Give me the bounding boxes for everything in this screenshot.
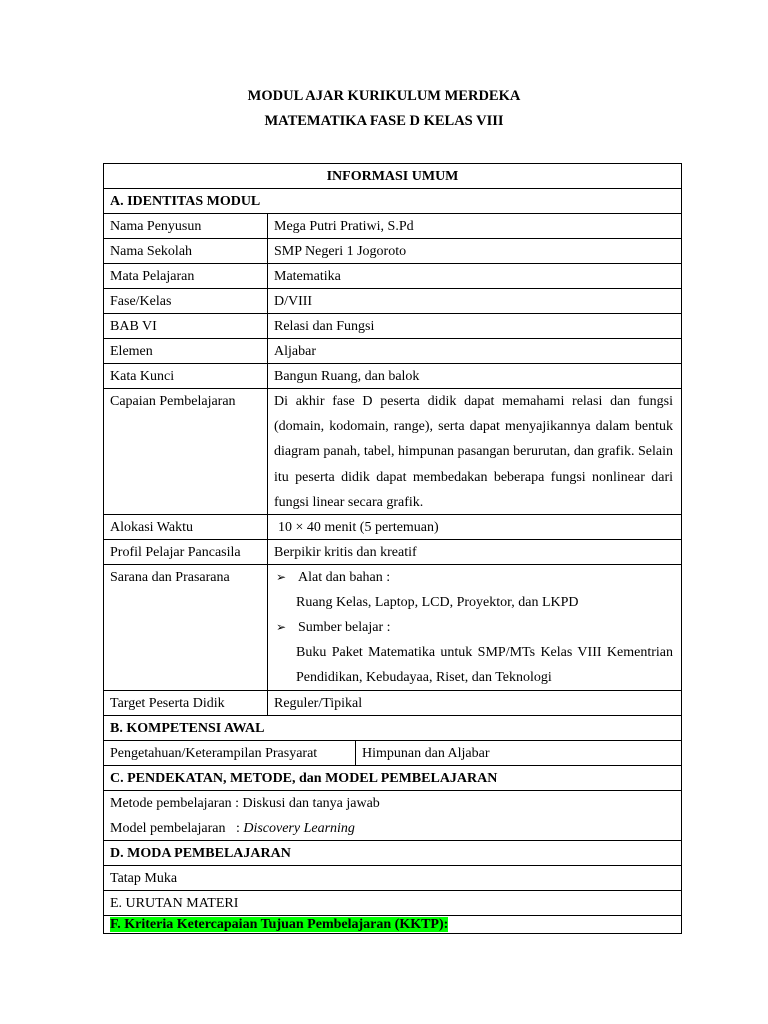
row-label: Target Peserta Didik bbox=[104, 691, 268, 715]
document-title: MODUL AJAR KURIKULUM MERDEKA bbox=[247, 88, 521, 104]
table-row bbox=[104, 239, 681, 264]
row-value: Berpikir kritis dan kreatif bbox=[274, 545, 417, 560]
row-label: Capaian Pembelajaran bbox=[104, 389, 268, 514]
table-row bbox=[104, 264, 681, 289]
section-c-row bbox=[104, 766, 681, 791]
capaian-text: Di akhir fase D peserta didik dapat memahami relasi dan fungsi (domain, kodomain, range), serta dapat menyajikannya dalam bentuk diagram panah, tabel, himpunan pasangan berurutan, dan grafik. Selain itu peserta didik dapat membedakan beberapa fungsi nonlinear dari fungsi linear secara grafik. bbox=[274, 394, 673, 510]
list-item-detail: Buku Paket Matematika untuk SMP/MTs Kelas VIII Kementrian Pendidikan, Kebudayaa, Riset, dan Teknologi bbox=[296, 645, 673, 685]
list-item-title: Alat dan bahan : bbox=[298, 570, 391, 585]
table-header-row bbox=[104, 164, 681, 189]
row-label: Kata Kunci bbox=[104, 364, 268, 388]
arrow-bullet-icon: ➢ bbox=[276, 620, 287, 634]
sarana-list bbox=[268, 565, 681, 690]
table-row bbox=[104, 364, 681, 389]
kktp-cell bbox=[104, 916, 681, 935]
table-row bbox=[104, 515, 681, 540]
section-heading-urutan: E. URUTAN MATERI bbox=[110, 896, 239, 911]
info-table bbox=[103, 163, 682, 934]
row-value: Relasi dan Fungsi bbox=[274, 319, 375, 334]
row-label: Profil Pelajar Pancasila bbox=[104, 540, 268, 564]
section-b-row bbox=[104, 716, 681, 741]
row-label: Alokasi Waktu bbox=[104, 515, 268, 539]
list-item-title: Sumber belajar : bbox=[298, 620, 391, 635]
table-row bbox=[104, 540, 681, 565]
section-heading-moda: D. MODA PEMBELAJARAN bbox=[110, 846, 291, 861]
row-value: Matematika bbox=[274, 269, 341, 284]
row-label: Elemen bbox=[104, 339, 268, 363]
row-label: Nama Penyusun bbox=[104, 214, 268, 238]
section-heading-pendekatan: C. PENDEKATAN, METODE, dan MODEL PEMBELAJARAN bbox=[110, 771, 498, 786]
row-value: Himpunan dan Aljabar bbox=[362, 746, 490, 761]
section-heading-identitas: A. IDENTITAS MODUL bbox=[110, 194, 261, 209]
section-e-row bbox=[104, 891, 681, 916]
moda-value: Tatap Muka bbox=[110, 871, 178, 886]
sarana-row bbox=[104, 565, 681, 691]
section-heading-kompetensi: B. KOMPETENSI AWAL bbox=[110, 721, 265, 736]
row-value: 10 × 40 menit (5 pertemuan) bbox=[278, 520, 439, 535]
row-value: Mega Putri Pratiwi, S.Pd bbox=[274, 219, 414, 234]
table-row bbox=[104, 214, 681, 239]
row-label: Mata Pelajaran bbox=[104, 264, 268, 288]
table-row bbox=[104, 866, 681, 891]
section-a-row bbox=[104, 189, 681, 214]
pendekatan-row bbox=[104, 791, 681, 841]
row-value: Reguler/Tipikal bbox=[274, 696, 363, 711]
model-value: Discovery Learning bbox=[243, 821, 355, 836]
row-value: SMP Negeri 1 Jogoroto bbox=[274, 244, 407, 259]
table-row bbox=[104, 314, 681, 339]
table-row bbox=[104, 339, 681, 364]
section-header: INFORMASI UMUM bbox=[326, 169, 459, 184]
table-row bbox=[104, 289, 681, 314]
list-item bbox=[274, 615, 675, 640]
row-label: Pengetahuan/Keterampilan Prasyarat bbox=[104, 741, 356, 765]
row-value: Aljabar bbox=[274, 344, 316, 359]
list-item bbox=[274, 565, 675, 590]
row-label: Nama Sekolah bbox=[104, 239, 268, 263]
metode-text: Metode pembelajaran : Diskusi dan tanya jawab bbox=[110, 796, 380, 811]
row-value: D/VIII bbox=[274, 294, 313, 309]
row-label: BAB VI bbox=[104, 314, 268, 338]
list-item-detail: Ruang Kelas, Laptop, LCD, Proyektor, dan LKPD bbox=[296, 595, 579, 610]
arrow-bullet-icon: ➢ bbox=[276, 570, 287, 584]
row-label: Fase/Kelas bbox=[104, 289, 268, 313]
section-heading-kktp: F. Kriteria Ketercapaian Tujuan Pembelajaran (KKTP): bbox=[110, 917, 449, 932]
section-d-row bbox=[104, 841, 681, 866]
model-prefix: Model pembelajaran : bbox=[110, 821, 244, 836]
capaian-row bbox=[104, 389, 681, 515]
row-value: Bangun Ruang, dan balok bbox=[274, 369, 420, 384]
table-row bbox=[104, 691, 681, 716]
table-row bbox=[104, 741, 681, 766]
document-subtitle: MATEMATIKA FASE D KELAS VIII bbox=[264, 113, 504, 129]
model-text bbox=[110, 816, 675, 841]
section-f-row bbox=[104, 916, 681, 935]
row-label: Sarana dan Prasarana bbox=[104, 565, 268, 690]
pendekatan-content bbox=[104, 791, 681, 840]
